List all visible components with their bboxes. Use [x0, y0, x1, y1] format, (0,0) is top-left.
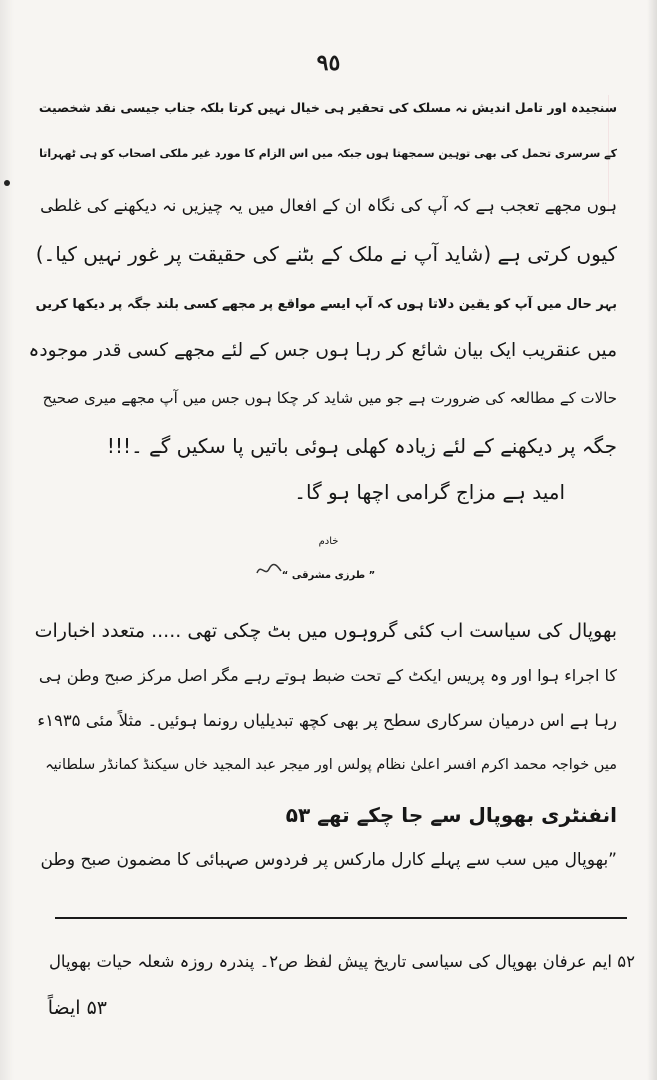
section-line: بھوپال کی سیاست اب کئی گروہوں میں بٹ چکی تھی ..... متعدد اخبارات [34, 620, 617, 642]
body-line: حالات کے مطالعہ کی ضرورت ہے جو میں شاید کر چکا ہوں جس میں آپ مجھے میری صحیح [42, 389, 617, 407]
body-line: میں عنقریب ایک بیان شائع کر رہا ہوں جس کے لئے مجھے کسی قدر موجودہ [28, 340, 617, 361]
footnote: ۵۲ ایم عرفان بھوپال کی سیاسی تاریخ پیش لفظ ص۲۔ پندرہ روزہ شعلہ حیات بھوپال [48, 952, 635, 971]
body-line: بہر حال میں آپ کو یقین دلاتا ہوں کہ آپ ایسے مواقع پر مجھے کسی بلند جگہ پر دیکھا کریں [35, 297, 617, 312]
body-line: کیوں کرتی ہے (شاید آپ نے ملک کے بٹنے کی حقیقت پر غور نہیں کیا۔) [35, 242, 617, 266]
footnote-divider [55, 917, 627, 919]
body-line: کے سرسری تحمل کی بھی توہین سمجھتا ہوں جبکہ میں اس الزام کا مورد غیر ملکی اصحاب کو ہی ٹھہراتا [39, 147, 617, 160]
section-line: کا اجراء ہوا اور وہ پریس ایکٹ کے تحت ضبط ہوتے رہے مگر اصل مرکز صبح وطن ہی [38, 666, 617, 685]
section-line: انفنٹری بھوپال سے جا چکے تھے ۵۳ [285, 803, 617, 827]
body-line: سنجیدہ اور تامل اندیش نہ مسلک کی تحقیر ہی خیال نہیں کرتا بلکہ جناب جیسی نقد شخصیت [38, 100, 617, 115]
signature-name: ” طرزی مشرقی “ [281, 570, 376, 581]
body-line: جگہ پر دیکھنے کے لئے زیادہ کھلی ہوئی باتیں پا سکیں گے ۔!!! [106, 434, 617, 458]
ink-flourish-icon [255, 561, 283, 579]
margin-ink-dot [4, 180, 10, 186]
page-number: ٩٥ [316, 50, 341, 76]
section-line: رہا ہے اس درمیان سرکاری سطح پر بھی کچھ تبدیلیاں رونما ہوئیں۔ مثلاً مئی ۱۹۳۵ء [37, 711, 617, 730]
closing-wish: امید ہے مزاج گرامی اچھا ہو گا۔ [294, 480, 565, 504]
body-line: ہوں مجھے تعجب ہے کہ آپ کی نگاہ ان کے افعال میں یہ چیزیں نہ دیکھنے کی غلطی [40, 196, 617, 215]
section-line: ”بھوپال میں سب سے پہلے کارل مارکس پر فردوس صہبائی کا مضمون صبح وطن [40, 850, 617, 870]
section-line: میں خواجہ محمد اکرم افسر اعلیٰ نظام پولس اور میجر عبد المجید خاں سیکنڈ کمانڈر سلطانیہ [45, 757, 617, 773]
footnote: ۵۳ ایضاً [47, 997, 107, 1019]
signature-closing: خادم [318, 536, 339, 547]
